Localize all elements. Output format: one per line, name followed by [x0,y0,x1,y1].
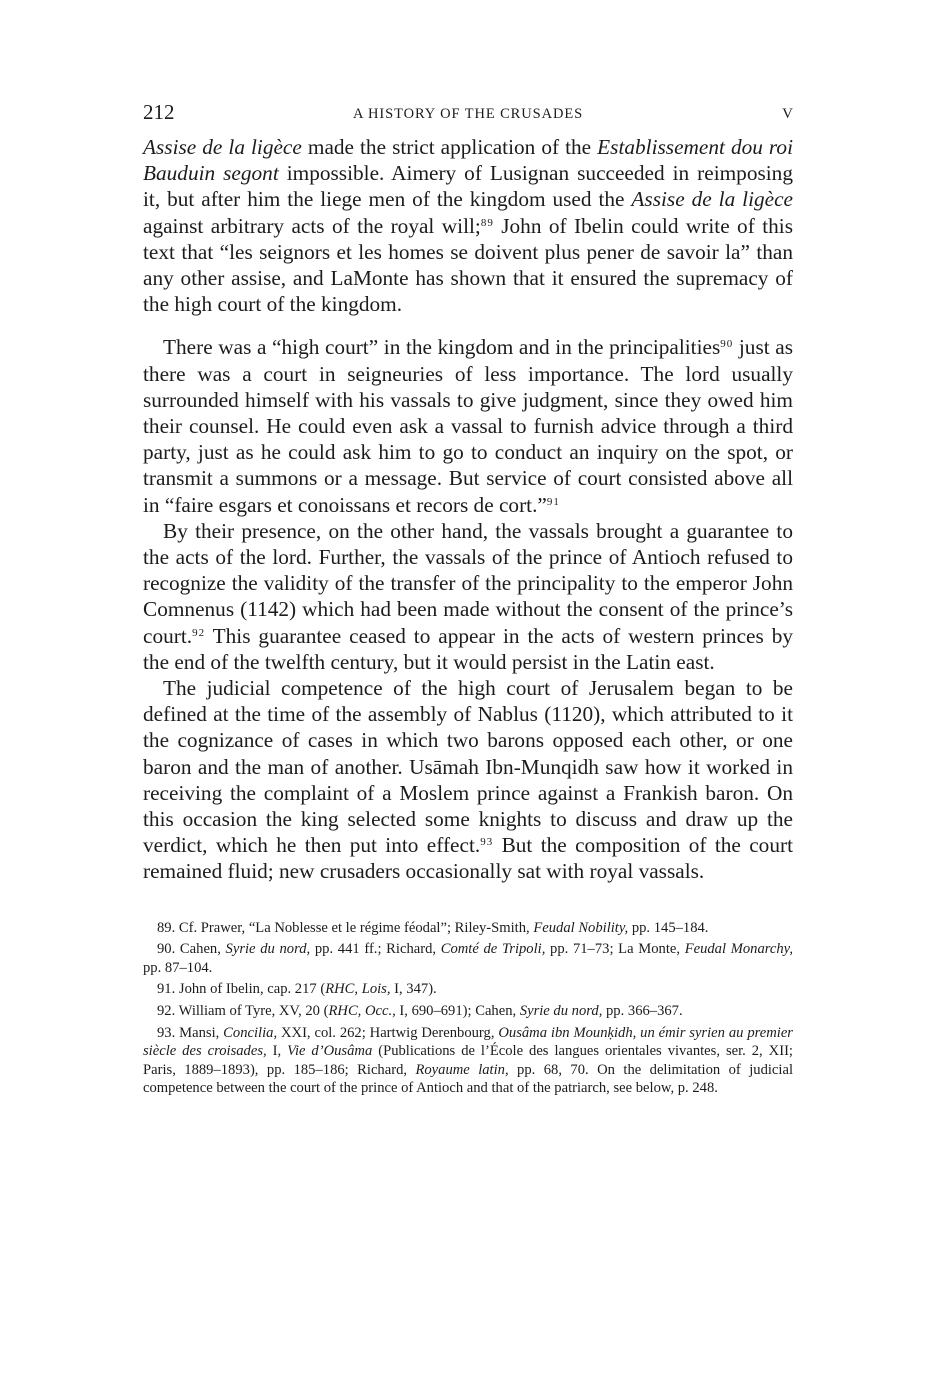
page-number: 212 [143,100,175,124]
footnote [143,940,793,977]
footnote-number: 89. [157,919,176,936]
italic-text: Vie d’Ousâma [287,1043,373,1060]
italic-text: Assise de la ligèce [631,187,793,212]
footnote-number: 92. [157,1003,176,1020]
footnote-number: 93. [157,1024,176,1041]
footnote-ref: 92 [192,626,206,639]
paragraph [143,518,793,675]
text-run: This guarantee ceased to appear in the acts of western princes by the end of the twelfth century, but it would persist in the Latin east. [143,623,793,674]
text-run: But the composition of the court remained fluid; new crusaders occasionally sat with royal vassals. [143,833,793,884]
text-run: pp. 366–367. [602,1003,683,1020]
main-text [143,134,793,885]
text-run: John of Ibelin could write of this text that “les seignors et les homes se doivent plus pener de savoir la” than any other assise, and LaMonte has shown that it ensured the supremacy of the high court of the kingdom. [143,213,793,317]
footnote [143,1002,793,1021]
text-run: By their presence, on the other hand, the vassals brought a guarantee to the acts of the lord. Further, the vassals of the prince of Antioch refused to recognize the validity of the transfer of the principality to the emperor John Comnenus (1142) which had been made without the consent of the prince’s court. [143,518,793,648]
text-run: I, [266,1043,288,1060]
text-run: The judicial competence of the high court of Jerusalem began to be defined at the time of the assembly of Nablus (1120), which attributed to it the cognizance of cases in which two barons opposed each other, or one baron and the man of another. Usāmah Ibn-Munqidh saw how it worked in receiving the complaint of a Moslem prince against a Frankish baron. On this occasion the king selected some knights to discuss and draw up the verdict, which he then put into effect. [143,676,793,858]
footnote-number: 91. [157,981,176,998]
paragraph [143,675,793,885]
italic-text: Comté de Tripoli, [440,941,546,958]
paragraph [143,134,793,317]
italic-text: Feudal Monarchy, [684,941,793,958]
text-run: made the strict application of the [301,135,598,159]
italic-text: Royaume latin, [415,1061,509,1078]
book-page [143,94,793,1101]
italic-text: Ousâma ibn Mounḳidh, un émir syrien au premier siècle des croisades, [143,1024,793,1060]
running-title: A HISTORY OF THE CRUSADES [352,106,584,122]
text-run: I, 347). [390,981,437,998]
footnotes [143,919,793,1098]
footnote [143,980,793,999]
italic-text: Assise de la ligèce [143,135,302,159]
italic-text: Syrie du nord, [519,1003,603,1020]
text-run: pp. 441 ff.; Richard, [310,941,441,958]
footnote-ref: 93 [480,836,494,849]
text-run: John of Ibelin, cap. 217 ( [175,981,326,998]
text-run: impossible. Aimery of Lusignan succeeded in reimposing it, but after him the liege men of the kingdom used the [143,161,793,212]
text-run: pp. 71–73; La Monte, [545,941,685,958]
text-run: pp. 87–104. [143,959,213,976]
text-run: Cahen, [175,941,226,958]
text-run: pp. 68, 70. On the delimitation of judicial competence between the court of the prince of Antioch and that of the patriarch, see below, p. 248. [143,1061,793,1097]
text-run: William of Tyre, XV, 20 ( [175,1003,329,1020]
section-number: V [782,106,793,122]
text-run: just as there was a court in seigneuries of less importance. The lord usually surrounded himself with his vassals to give judgment, since they owed him their counsel. He could even ask a vassal to furnish advice through a third party, just as he could ask him to go to conduct an inquiry on the spot, or transmit a summons or a message. But service of court consisted above all in “faire esgars et conoissans et recors de cort.” [143,335,793,517]
footnote [143,919,793,938]
italic-text: RHC, Occ., [328,1003,396,1020]
italic-text: Syrie du nord, [225,941,311,958]
text-run: against arbitrary acts of the royal will; [143,213,481,238]
text-run: Cf. Prawer, “La Noblesse et le régime féodal”; Riley-Smith, [175,919,534,936]
running-head [143,94,793,134]
footnote-number: 90. [157,941,176,958]
italic-text: Establissement dou roi Bauduin segont [143,135,793,186]
italic-text: Concilia, [223,1024,278,1041]
italic-text: Feudal Nobility, [533,919,629,936]
footnote [143,1024,793,1098]
text-run: I, 690–691); Cahen, [395,1003,520,1020]
footnote-ref: 90 [720,338,734,351]
footnote-ref: 91 [546,495,560,508]
italic-text: RHC, Lois, [325,981,391,998]
paragraph [143,334,793,517]
text-run: (Publications de l’École des langues orientales vivantes, ser. 2, XII; Paris, 1889–1893), pp. 185–186; Richard, [143,1043,793,1078]
text-run: pp. 145–184. [628,919,709,936]
text-run: There was a “high court” in the kingdom and in the principalities [163,335,721,360]
text-run: XXI, col. 262; Hartwig Derenbourg, [277,1024,499,1041]
footnote-ref: 89 [480,216,494,229]
text-run: Mansi, [175,1024,224,1041]
